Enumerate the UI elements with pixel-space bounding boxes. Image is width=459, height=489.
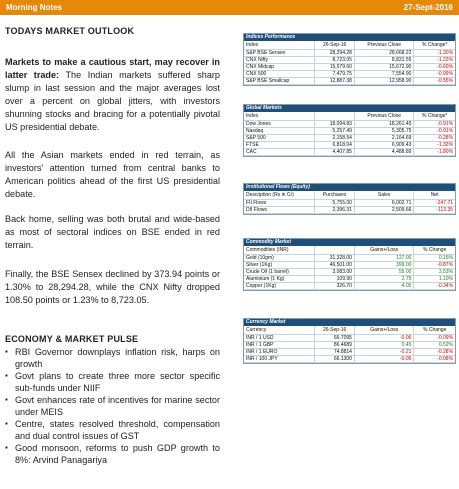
economy-bullets [5, 346, 220, 466]
table-cell: 0.15% [414, 255, 455, 262]
bullet-item: ▪ Centre, states resolved threshold, compensation and dual control issues of GST [5, 418, 220, 442]
table-cell: 127.00 [355, 255, 414, 262]
table-cell: S&P 500 [244, 135, 315, 142]
column-header: % Change* [414, 112, 455, 121]
outlook-paragraph-3: Back home, selling was both brutal and wide-based as most of sectoral indices on BSE ended in red terrain. [5, 214, 220, 250]
table-row [244, 207, 455, 214]
table-row [244, 121, 455, 128]
table-header-row [244, 326, 455, 335]
table-cell: S&P BSE Smallcap [244, 78, 315, 85]
table-cell: 5,305.75 [355, 128, 414, 135]
table-header-row [244, 246, 455, 255]
column-header: % Change [414, 326, 455, 335]
column-header: 26-Sep-16 [315, 41, 355, 50]
table-cell: -0.21 [355, 349, 414, 356]
table-cell: 3.53% [414, 269, 455, 276]
table-cell: FII Flows [244, 200, 315, 207]
table-header-row [244, 112, 455, 121]
table-cell: 2,396.31 [315, 207, 355, 214]
table-row [244, 283, 455, 290]
table-cell: 12,958.90 [355, 78, 414, 85]
table-cell: 55.00 [355, 269, 414, 276]
table-cell: 8,723.05 [315, 57, 355, 64]
table-cell: Silver (1Kg) [244, 262, 315, 269]
table-cell: FTSE [244, 142, 315, 149]
table-cell: -0.91% [414, 128, 455, 135]
table-cell: INR / 1 GBP [244, 342, 315, 349]
table-row [244, 200, 455, 207]
outlook-paragraph-4: Finally, the BSE Sensex declined by 373.94 points or 1.30% to 28,294.28, while the CNX Nifty dropped 108.50 points or 1.23% to 8,723.05. [5, 269, 220, 305]
table-row [244, 255, 455, 262]
table-cell: 6,002.71 [355, 200, 414, 207]
table-cell: Aluminium (1 Kg) [244, 276, 315, 283]
table-cell: -0.08% [414, 356, 455, 363]
column-header: % Change [414, 246, 455, 255]
table-row [244, 57, 455, 64]
column-header: Net [414, 191, 455, 200]
table-cell: Crude Oil (1 barrel) [244, 269, 315, 276]
column-header: Commodities (INR) [244, 246, 315, 255]
outlook-title: TODAYS MARKET OUTLOOK [5, 26, 135, 36]
table-cell: 0.52% [414, 342, 455, 349]
institutional-flows-table [243, 183, 456, 215]
table-cell: DII Flows [244, 207, 315, 214]
table-cell: 18,261.45 [355, 121, 414, 128]
table-cell: -0.34% [414, 283, 455, 290]
table-title: Commodity Market [244, 239, 455, 246]
table-cell: -1.30% [414, 50, 455, 57]
column-header: Index [244, 112, 315, 121]
left-column [5, 26, 220, 465]
table-cell: 28,668.22 [355, 50, 414, 57]
table-row [244, 128, 455, 135]
table-cell: 4.05 [355, 283, 414, 290]
table-cell: 66.7095 [315, 335, 355, 342]
table-cell: 12,887.38 [315, 78, 355, 85]
global-markets-table [243, 104, 456, 157]
header-bar [0, 0, 459, 15]
indices-table [243, 33, 456, 86]
table-cell: -0.55% [414, 78, 455, 85]
table-cell: Nasdaq [244, 128, 315, 135]
commodity-table [243, 238, 456, 291]
table-cell: CNX Nifty [244, 57, 315, 64]
table-cell: CNX Midcap [244, 64, 315, 71]
table-cell: 5,257.49 [315, 128, 355, 135]
table-cell: 15,672.90 [355, 64, 414, 71]
table-cell: -0.28% [414, 135, 455, 142]
table-cell: 399.00 [355, 262, 414, 269]
table-cell: 5,755.00 [315, 200, 355, 207]
table-cell: -1.23% [414, 57, 455, 64]
table-title: Currency Market [244, 319, 455, 326]
table-cell: CNX 500 [244, 71, 315, 78]
table-cell: 2,509.66 [355, 207, 414, 214]
outlook-paragraph-2: All the Asian markets ended in red terrain, as investors' attention turned from central banks to American politics ahead of the first US presidential debate. [5, 150, 220, 199]
column-header: Previous Close [355, 41, 414, 50]
outlook-lead: Markets to make a cautious start, may recover in latter trade: [5, 57, 220, 80]
table-cell: Gold (10gm) [244, 255, 315, 262]
table-header-row [244, 41, 455, 50]
column-header: Index [244, 41, 315, 50]
currency-table [243, 318, 456, 364]
table-cell: 28,294.28 [315, 50, 355, 57]
column-header [315, 112, 355, 121]
table-row [244, 335, 455, 342]
table-cell: 2,164.69 [355, 135, 414, 142]
bullet-item: ▪ RBI Governor downplays inflation risk, harps on growth [5, 346, 220, 370]
table-header-row [244, 191, 455, 200]
column-header: Sales [355, 191, 414, 200]
table-cell: INR / 1 EURO [244, 349, 315, 356]
table-cell: S&P BSE Sensex [244, 50, 315, 57]
table-cell: 4,407.85 [315, 149, 355, 156]
table-title: Institutional Flows (Equity) [244, 184, 455, 191]
header-title: Morning Notes [6, 3, 62, 12]
header-date: 27-Sept-2016 [403, 3, 453, 12]
table-cell: -0.28% [414, 349, 455, 356]
table-cell: 74.8814 [315, 349, 355, 356]
table-cell: 2.75 [355, 276, 414, 283]
table-row [244, 142, 455, 149]
table-cell: 2,158.54 [315, 135, 355, 142]
table-row [244, 276, 455, 283]
table-cell: -0.99% [414, 71, 455, 78]
table-title: Indices Performance [244, 34, 455, 41]
column-header: Purchases [315, 191, 355, 200]
column-header: Gains+/Loss [355, 246, 414, 255]
table-row [244, 78, 455, 85]
column-header: 26-Sep-16 [315, 326, 355, 335]
table-cell: Dow Jones [244, 121, 315, 128]
table-row [244, 71, 455, 78]
table-cell: -0.60% [414, 64, 455, 71]
economy-title: ECONOMY & MARKET PULSE [5, 334, 139, 344]
table-cell: 7,554.90 [355, 71, 414, 78]
table-cell: -0.05 [355, 356, 414, 363]
table-row [244, 50, 455, 57]
table-cell: 109.90 [315, 276, 355, 283]
table-cell: -1.80% [414, 149, 455, 156]
table-cell: Copper (1Kg) [244, 283, 315, 290]
table-cell: -0.87% [414, 262, 455, 269]
table-row [244, 269, 455, 276]
table-cell: 4,488.89 [355, 149, 414, 156]
table-cell: 7,479.75 [315, 71, 355, 78]
column-header: Currency [244, 326, 315, 335]
table-cell: 31,328.00 [315, 255, 355, 262]
table-title: Global Markets [244, 105, 455, 112]
table-cell: -0.91% [414, 121, 455, 128]
table-cell: 86.4689 [315, 342, 355, 349]
table-row [244, 135, 455, 142]
table-row [244, 342, 455, 349]
column-header [315, 246, 355, 255]
table-cell: 46,501.00 [315, 262, 355, 269]
table-cell: -0.06 [355, 335, 414, 342]
bullet-item: ▪ Govt enhances rate of incentives for marine sector under MEIS [5, 394, 220, 418]
table-cell: 15,579.60 [315, 64, 355, 71]
column-header: % Change* [414, 41, 455, 50]
table-cell: INR / 1 USD [244, 335, 315, 342]
bullet-item: ▪ Govt plans to create three more sector specific sub-funds under NIIF [5, 370, 220, 394]
table-row [244, 149, 455, 156]
table-row [244, 64, 455, 71]
column-header: Description (Rs in Cr) [244, 191, 315, 200]
table-cell: 1.10% [414, 276, 455, 283]
table-cell: -247.71 [414, 200, 455, 207]
table-cell: -1.32% [414, 142, 455, 149]
column-header: Previous Close [355, 112, 414, 121]
table-cell: 326.70 [315, 283, 355, 290]
column-header: Gains+/Loss [355, 326, 414, 335]
table-row [244, 356, 455, 363]
outlook-paragraph-1 [5, 56, 220, 134]
table-cell: 66.1300 [315, 356, 355, 363]
table-cell: 6,818.04 [315, 142, 355, 149]
table-row [244, 262, 455, 269]
outlook-body: The Indian markets suffered sharp slump in last session and the major averages lost over a percent on global jitters, with investors shunning stocks and bracing for a potentially pivotal US presidential debate. [5, 70, 220, 132]
table-cell: CAC [244, 149, 315, 156]
table-row [244, 349, 455, 356]
table-cell: -113.35 [414, 207, 455, 214]
table-cell: 6,909.43 [355, 142, 414, 149]
table-cell: 0.45 [355, 342, 414, 349]
table-cell: INR / 100 JPY [244, 356, 315, 363]
table-cell: -0.09% [414, 335, 455, 342]
table-cell: 3,083.00 [315, 269, 355, 276]
table-cell: 8,831.55 [355, 57, 414, 64]
bullet-item: ▪ Good monsoon, reforms to push GDP growth to 8%: Arvind Panagariya [5, 442, 220, 466]
table-cell: 18,094.83 [315, 121, 355, 128]
